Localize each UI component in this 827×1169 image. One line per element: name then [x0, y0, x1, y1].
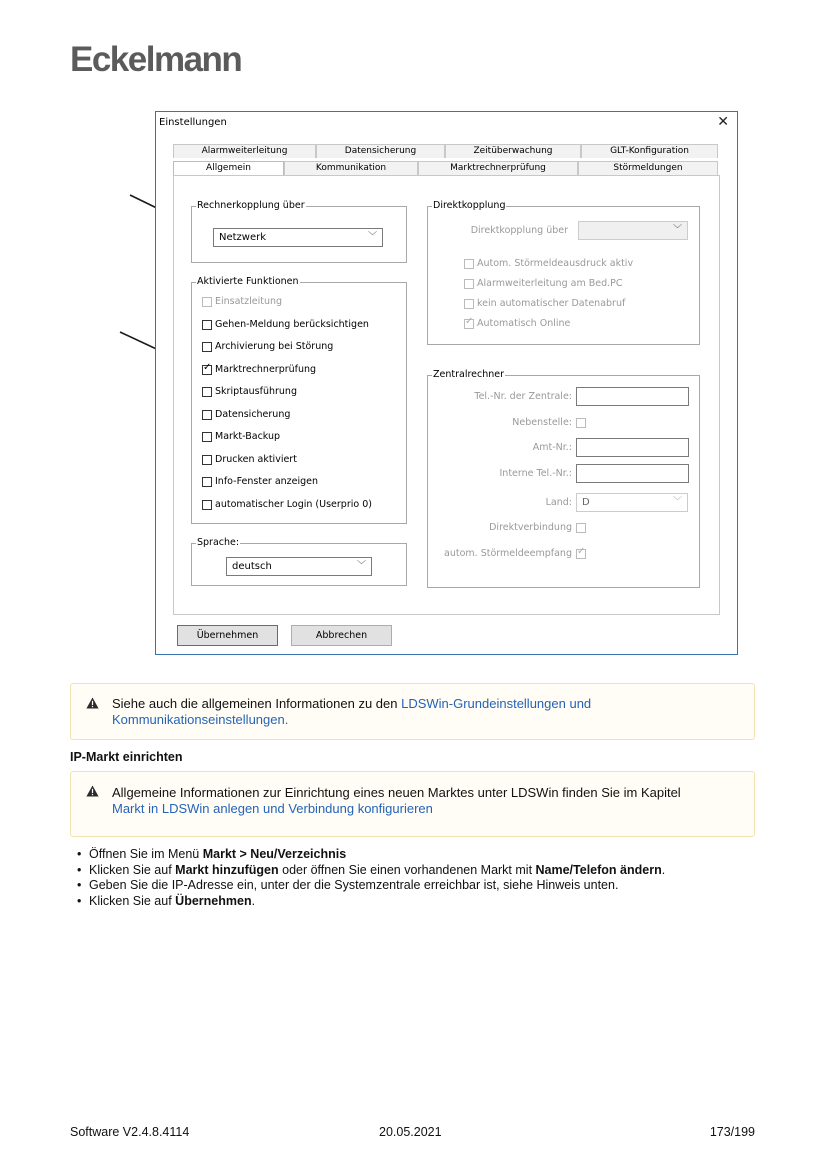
list-item: • Geben Sie die IP-Adresse ein, unter der die Systemzentrale erreichbar ist, siehe Hinweis unten. — [77, 878, 665, 894]
intern-input[interactable] — [576, 464, 689, 483]
apply-button[interactable]: Übernehmen — [177, 625, 278, 646]
section-heading: IP-Markt einrichten — [70, 750, 183, 764]
check-drucken[interactable] — [202, 454, 297, 465]
check-auto-login[interactable] — [202, 499, 372, 510]
check-label: automatischer Login (Userprio 0) — [215, 499, 372, 510]
close-icon[interactable]: ✕ — [717, 114, 729, 130]
direktverbindung-checkbox[interactable] — [576, 523, 586, 533]
group-label-direktkopplung: Direktkopplung — [433, 200, 506, 211]
rechnerkopplung-select[interactable] — [213, 228, 383, 247]
nebenstelle-checkbox[interactable] — [576, 418, 586, 428]
tab-row-1 — [173, 144, 718, 158]
check-label: kein automatischer Datenabruf — [477, 298, 626, 309]
check-label: Info-Fenster anzeigen — [215, 476, 319, 487]
group-rechnerkopplung — [191, 200, 407, 263]
tel-label: Tel.-Nr. der Zentrale: — [474, 391, 572, 402]
footer-version: Software V2.4.8.4114 — [70, 1125, 190, 1139]
check-label: Marktrechnerprüfung — [215, 364, 317, 375]
list-item: • Klicken Sie auf Übernehmen. — [77, 894, 665, 910]
eckelmann-logo: Eckelmann — [70, 40, 242, 79]
note-grundeinstellungen — [70, 683, 755, 740]
checkbox[interactable] — [464, 299, 474, 309]
note-markt-anlegen — [70, 771, 755, 837]
link-grundeinstellungen[interactable]: LDSWin-Grundeinstellungen und Kommunikationseinstellungen. — [112, 696, 592, 727]
autom-stoermeldeempfang-checkbox[interactable] — [576, 546, 586, 559]
checkbox[interactable] — [202, 361, 212, 375]
checkbox[interactable] — [464, 259, 474, 269]
direktkopplung-field-label: Direktkopplung über — [470, 225, 568, 236]
check-kein-datenabruf[interactable] — [464, 298, 625, 309]
list-item: • Klicken Sie auf Markt hinzufügen oder öffnen Sie einen vorhandenen Markt mit Name/Telefon ändern. — [77, 863, 665, 879]
tab-alarmweiterleitung[interactable]: Alarmweiterleitung — [173, 144, 316, 158]
check-einsatzleitung[interactable] — [202, 296, 282, 307]
check-skriptausfuehrung[interactable] — [202, 386, 297, 397]
settings-dialog — [155, 111, 738, 655]
group-label-sprache: Sprache: — [197, 537, 240, 548]
checkbox[interactable] — [202, 342, 212, 352]
group-zentralrechner — [427, 369, 700, 588]
checkbox[interactable] — [202, 432, 212, 442]
note-text — [112, 785, 734, 817]
chevron-down-icon: ﹀ — [672, 225, 682, 235]
check-label: Alarmweiterleitung am Bed.PC — [477, 278, 623, 289]
checkbox[interactable] — [202, 477, 212, 487]
group-direktkopplung — [427, 200, 700, 345]
check-archivierung[interactable] — [202, 341, 333, 352]
check-label: Drucken aktiviert — [215, 454, 297, 465]
cancel-button[interactable]: Abbrechen — [291, 625, 392, 646]
dialog-title: Einstellungen — [159, 117, 227, 128]
check-automatisch-online[interactable] — [464, 315, 571, 329]
direktverbindung-label: Direktverbindung — [489, 522, 572, 533]
amt-label: Amt-Nr.: — [532, 442, 572, 453]
tab-panel-allgemein — [173, 175, 720, 615]
checkbox[interactable] — [464, 279, 474, 289]
check-marktrechnerpruefung[interactable] — [202, 361, 317, 375]
note-text-plain: Allgemeine Informationen zur Einrichtung eines neuen Marktes unter LDSWin finden Sie im Kapitel — [112, 785, 681, 800]
intern-label: Interne Tel.-Nr.: — [499, 468, 572, 479]
note-text — [112, 696, 734, 728]
footer-date: 20.05.2021 — [379, 1125, 442, 1139]
check-label: Archivierung bei Störung — [215, 341, 334, 352]
check-label: Datensicherung — [215, 409, 291, 420]
tab-allgemein[interactable]: Allgemein — [173, 161, 284, 175]
tab-stoermeldungen[interactable]: Störmeldungen — [578, 161, 718, 175]
tab-datensicherung[interactable]: Datensicherung — [316, 144, 445, 158]
checkbox[interactable] — [464, 315, 474, 329]
warning-icon — [86, 785, 99, 797]
group-label-zentralrechner: Zentralrechner — [433, 369, 505, 380]
land-select[interactable] — [576, 493, 688, 512]
checkbox[interactable] — [202, 387, 212, 397]
check-label: Gehen-Meldung berücksichtigen — [215, 319, 369, 330]
checkbox[interactable] — [202, 455, 212, 465]
check-label: Einsatzleitung — [215, 296, 283, 307]
sprache-select[interactable] — [226, 557, 372, 576]
sprache-value: deutsch — [232, 561, 272, 572]
chevron-down-icon: ﹀ — [356, 561, 366, 571]
note-text-plain: Siehe auch die allgemeinen Informationen zu den — [112, 696, 402, 711]
check-label: Skriptausführung — [215, 386, 297, 397]
tab-row-2 — [173, 161, 718, 175]
checkbox[interactable] — [202, 320, 212, 330]
tab-kommunikation[interactable]: Kommunikation — [284, 161, 418, 175]
group-label-aktivierte-funktionen: Aktivierte Funktionen — [197, 276, 299, 287]
chevron-down-icon: ﹀ — [367, 232, 377, 242]
check-label: Automatisch Online — [477, 318, 571, 329]
check-alarmweiterleitung-bedpc[interactable] — [464, 278, 623, 289]
checkbox[interactable] — [202, 500, 212, 510]
check-datensicherung[interactable] — [202, 409, 290, 420]
warning-icon — [86, 697, 99, 709]
steps-list — [77, 847, 665, 909]
check-label: Autom. Störmeldeausdruck aktiv — [477, 258, 634, 269]
autom-stoermeldeempfang-label: autom. Störmeldeempfang — [444, 548, 572, 559]
land-label: Land: — [545, 497, 572, 508]
checkmark-icon: ✓ — [203, 361, 212, 373]
tab-marktrechnerpruefung[interactable]: Marktrechnerprüfung — [418, 161, 578, 175]
checkmark-icon: ✓ — [577, 546, 586, 557]
link-markt-anlegen[interactable]: Markt in LDSWin anlegen und Verbindung konfigurieren — [112, 801, 433, 816]
group-label-rechnerkopplung: Rechnerkopplung über — [197, 200, 305, 211]
nebenstelle-label: Nebenstelle: — [512, 417, 572, 428]
checkbox[interactable] — [202, 297, 212, 307]
chevron-down-icon: ﹀ — [672, 497, 682, 507]
check-gehen-meldung[interactable] — [202, 319, 369, 330]
checkbox[interactable] — [202, 410, 212, 420]
rechnerkopplung-value: Netzwerk — [219, 232, 267, 243]
check-label: Markt-Backup — [215, 431, 281, 442]
group-sprache — [191, 537, 407, 586]
tab-zeitueberwachung[interactable]: Zeitüberwachung — [445, 144, 581, 158]
checkmark-icon: ✓ — [465, 315, 474, 327]
check-stoermeldeausdruck[interactable] — [464, 258, 633, 269]
check-markt-backup[interactable] — [202, 431, 280, 442]
check-info-fenster[interactable] — [202, 476, 318, 487]
group-aktivierte-funktionen — [191, 276, 407, 524]
tab-glt-konfiguration[interactable]: GLT-Konfiguration — [581, 144, 718, 158]
direktkopplung-select[interactable] — [578, 221, 688, 240]
tel-input[interactable] — [576, 387, 689, 406]
footer-page: 173/199 — [709, 1125, 755, 1139]
land-value: D — [582, 497, 590, 508]
amt-input[interactable] — [576, 438, 689, 457]
list-item: • Öffnen Sie im Menü Markt > Neu/Verzeichnis — [77, 847, 665, 863]
